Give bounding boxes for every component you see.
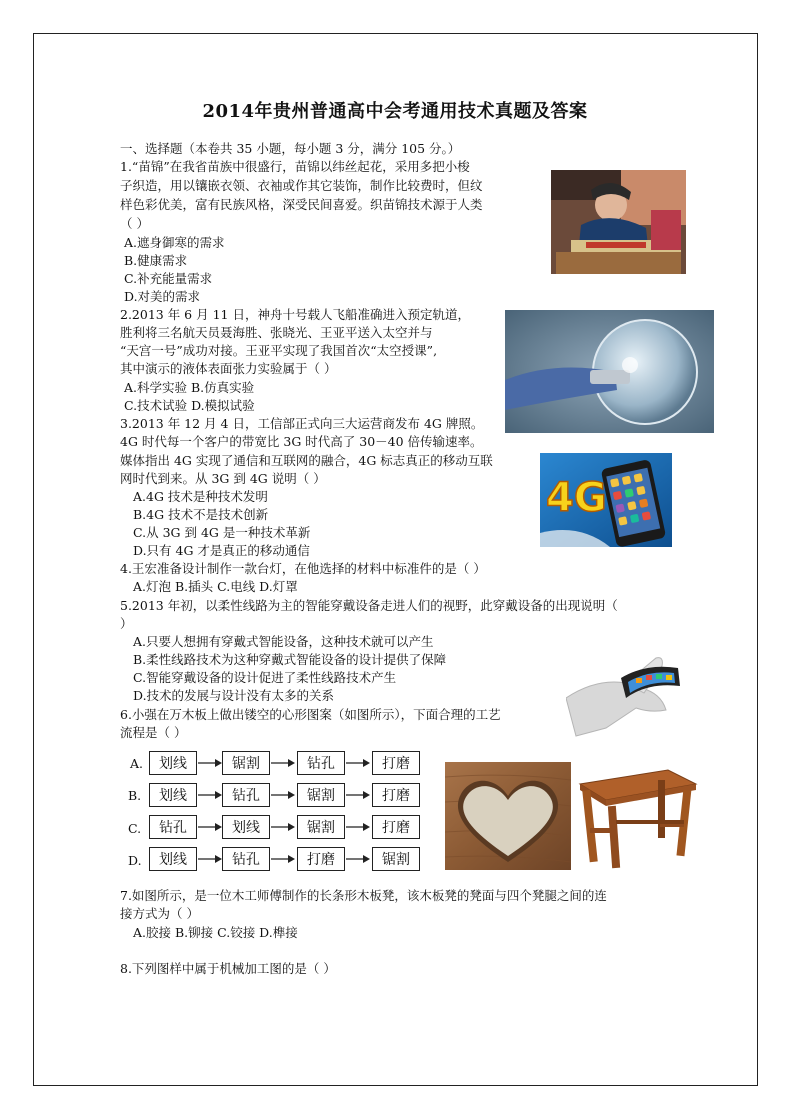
weaving-photo [551,170,686,274]
flow-arrow-icon [271,790,295,800]
flow-step: 锯割 [222,751,270,775]
flow-step: 划线 [149,783,197,807]
q4-line: 4.王宏准备设计制作一款台灯，在他选择的材料中标准件的是（ ） [120,561,486,576]
flow-step: 打磨 [297,847,345,871]
q3-line: 4G 时代每一个客户的带宽比 3G 时代高了 30－40 倍传输速率。 [120,434,483,449]
4g-logo-text: 4G [546,475,607,521]
q2-options-cd: C.技术试验 D.模拟试验 [124,398,255,413]
q1-option-c: C.补充能量需求 [124,271,213,286]
flow-step: 划线 [149,751,197,775]
flow-arrow-icon [198,854,222,864]
wooden-bench-photo [576,762,699,870]
q6-option-label: A. [130,756,144,771]
heart-cutout-photo [445,762,571,870]
q7-line: 接方式为（ ） [120,906,199,921]
q3-option-b: B.4G 技术不是技术创新 [133,507,269,522]
flow-step: 打磨 [372,815,420,839]
q6-option-label: D. [128,853,142,868]
q3-line: 媒体指出 4G 实现了通信和互联网的融合，4G 标志真正的移动互联 [120,453,493,468]
flow-step: 钻孔 [149,815,197,839]
q1-option-a: A.遮身御寒的需求 [124,235,225,250]
q7-line: 7.如图所示，是一位木工师傅制作的长条形木板凳，该木板凳的凳面与四个凳腿之间的连 [120,888,607,903]
q2-line: 胜利将三名航天员聂海胜、张晓光、王亚平送入太空并与 [120,325,433,340]
q1-option-d: D.对美的需求 [124,289,201,304]
q6-option-label: C. [128,821,142,836]
q3-line: 网时代到来。从 3G 到 4G 说明（ ） [120,471,326,486]
q3-option-d: D.只有 4G 才是真正的移动通信 [133,543,310,558]
flow-arrow-icon [198,758,222,768]
flow-arrow-icon [346,822,370,832]
q5-line: 5.2013 年初，以柔性线路为主的智能穿戴设备走进人们的视野，此穿戴设备的出现说明（ [120,598,618,613]
q1-option-b: B.健康需求 [124,253,188,268]
section-header: 一、选择题（本卷共 35 小题，每小题 3 分，满分 105 分。） [120,141,461,156]
flow-arrow-icon [346,790,370,800]
q8-line: 8.下列图样中属于机械加工图的是（ ） [120,961,336,976]
q6-line: 6.小强在万木板上做出镂空的心形图案（如图所示），下面合理的工艺 [120,707,501,722]
q2-line: 2.2013 年 6 月 11 日，神舟十号载人飞船准确进入预定轨道， [120,307,470,322]
q5-option-b: B.柔性线路技术为这种穿戴式智能设备的设计提供了保障 [133,652,447,667]
q5-option-c: C.智能穿戴设备的设计促进了柔性线路技术产生 [133,670,397,685]
q6-line: 流程是（ ） [120,725,187,740]
q3-line: 3.2013 年 12 月 4 日，工信部正式向三大运营商发布 4G 牌照。 [120,416,484,431]
q1-line: 子织造，用以镶嵌衣领、衣袖或作其它装饰，制作比较费时，但纹 [120,178,483,193]
q7-options: A.胶接 B.铆接 C.铰接 D.榫接 [133,925,298,940]
flow-arrow-icon [271,758,295,768]
flow-step: 锯割 [297,815,345,839]
q5-option-a: A.只要人想拥有穿戴式智能设备，这种技术就可以产生 [133,634,434,649]
q2-line: “天宫一号”成功对接。王亚平实现了我国首次“太空授课”, [120,343,438,358]
q3-option-a: A.4G 技术是种技术发明 [133,489,268,504]
q5-option-d: D.技术的发展与设计没有太多的关系 [133,688,335,703]
flow-step: 钻孔 [222,783,270,807]
q1-line: 1.“苗锦”在我省苗族中很盛行，苗锦以纬丝起花，采用多把小梭 [120,159,470,174]
q1-line: 样色彩优美，富有民族风格，深受民间喜爱。织苗锦技术源于人类 [120,197,483,212]
flow-step: 划线 [222,815,270,839]
flow-step: 打磨 [372,751,420,775]
wearable-device-photo [566,638,685,738]
q6-option-label: B. [128,788,142,803]
page-title: 2014年贵州普通高中会考通用技术真题及答案 [202,101,588,122]
flow-arrow-icon [346,854,370,864]
q3-option-c: C.从 3G 到 4G 是一种技术革新 [133,525,311,540]
q5-line: ） [120,616,133,631]
q1-line: （ ） [120,216,149,231]
flow-step: 钻孔 [297,751,345,775]
flow-step: 打磨 [372,783,420,807]
flow-arrow-icon [271,822,295,832]
flow-step: 锯割 [297,783,345,807]
flow-arrow-icon [271,854,295,864]
q2-line: 其中演示的液体表面张力实验属于（ ） [120,361,337,376]
q2-options-ab: A.科学实验 B.仿真实验 [124,380,255,395]
water-sphere-photo [505,310,714,433]
q4-options: A.灯泡 B.插头 C.电线 D.灯罩 [133,579,298,594]
flow-step: 锯割 [372,847,420,871]
flow-step: 划线 [149,847,197,871]
4g-phone-photo [540,453,672,547]
flow-arrow-icon [346,758,370,768]
flow-arrow-icon [198,790,222,800]
flow-step: 钻孔 [222,847,270,871]
flow-arrow-icon [198,822,222,832]
